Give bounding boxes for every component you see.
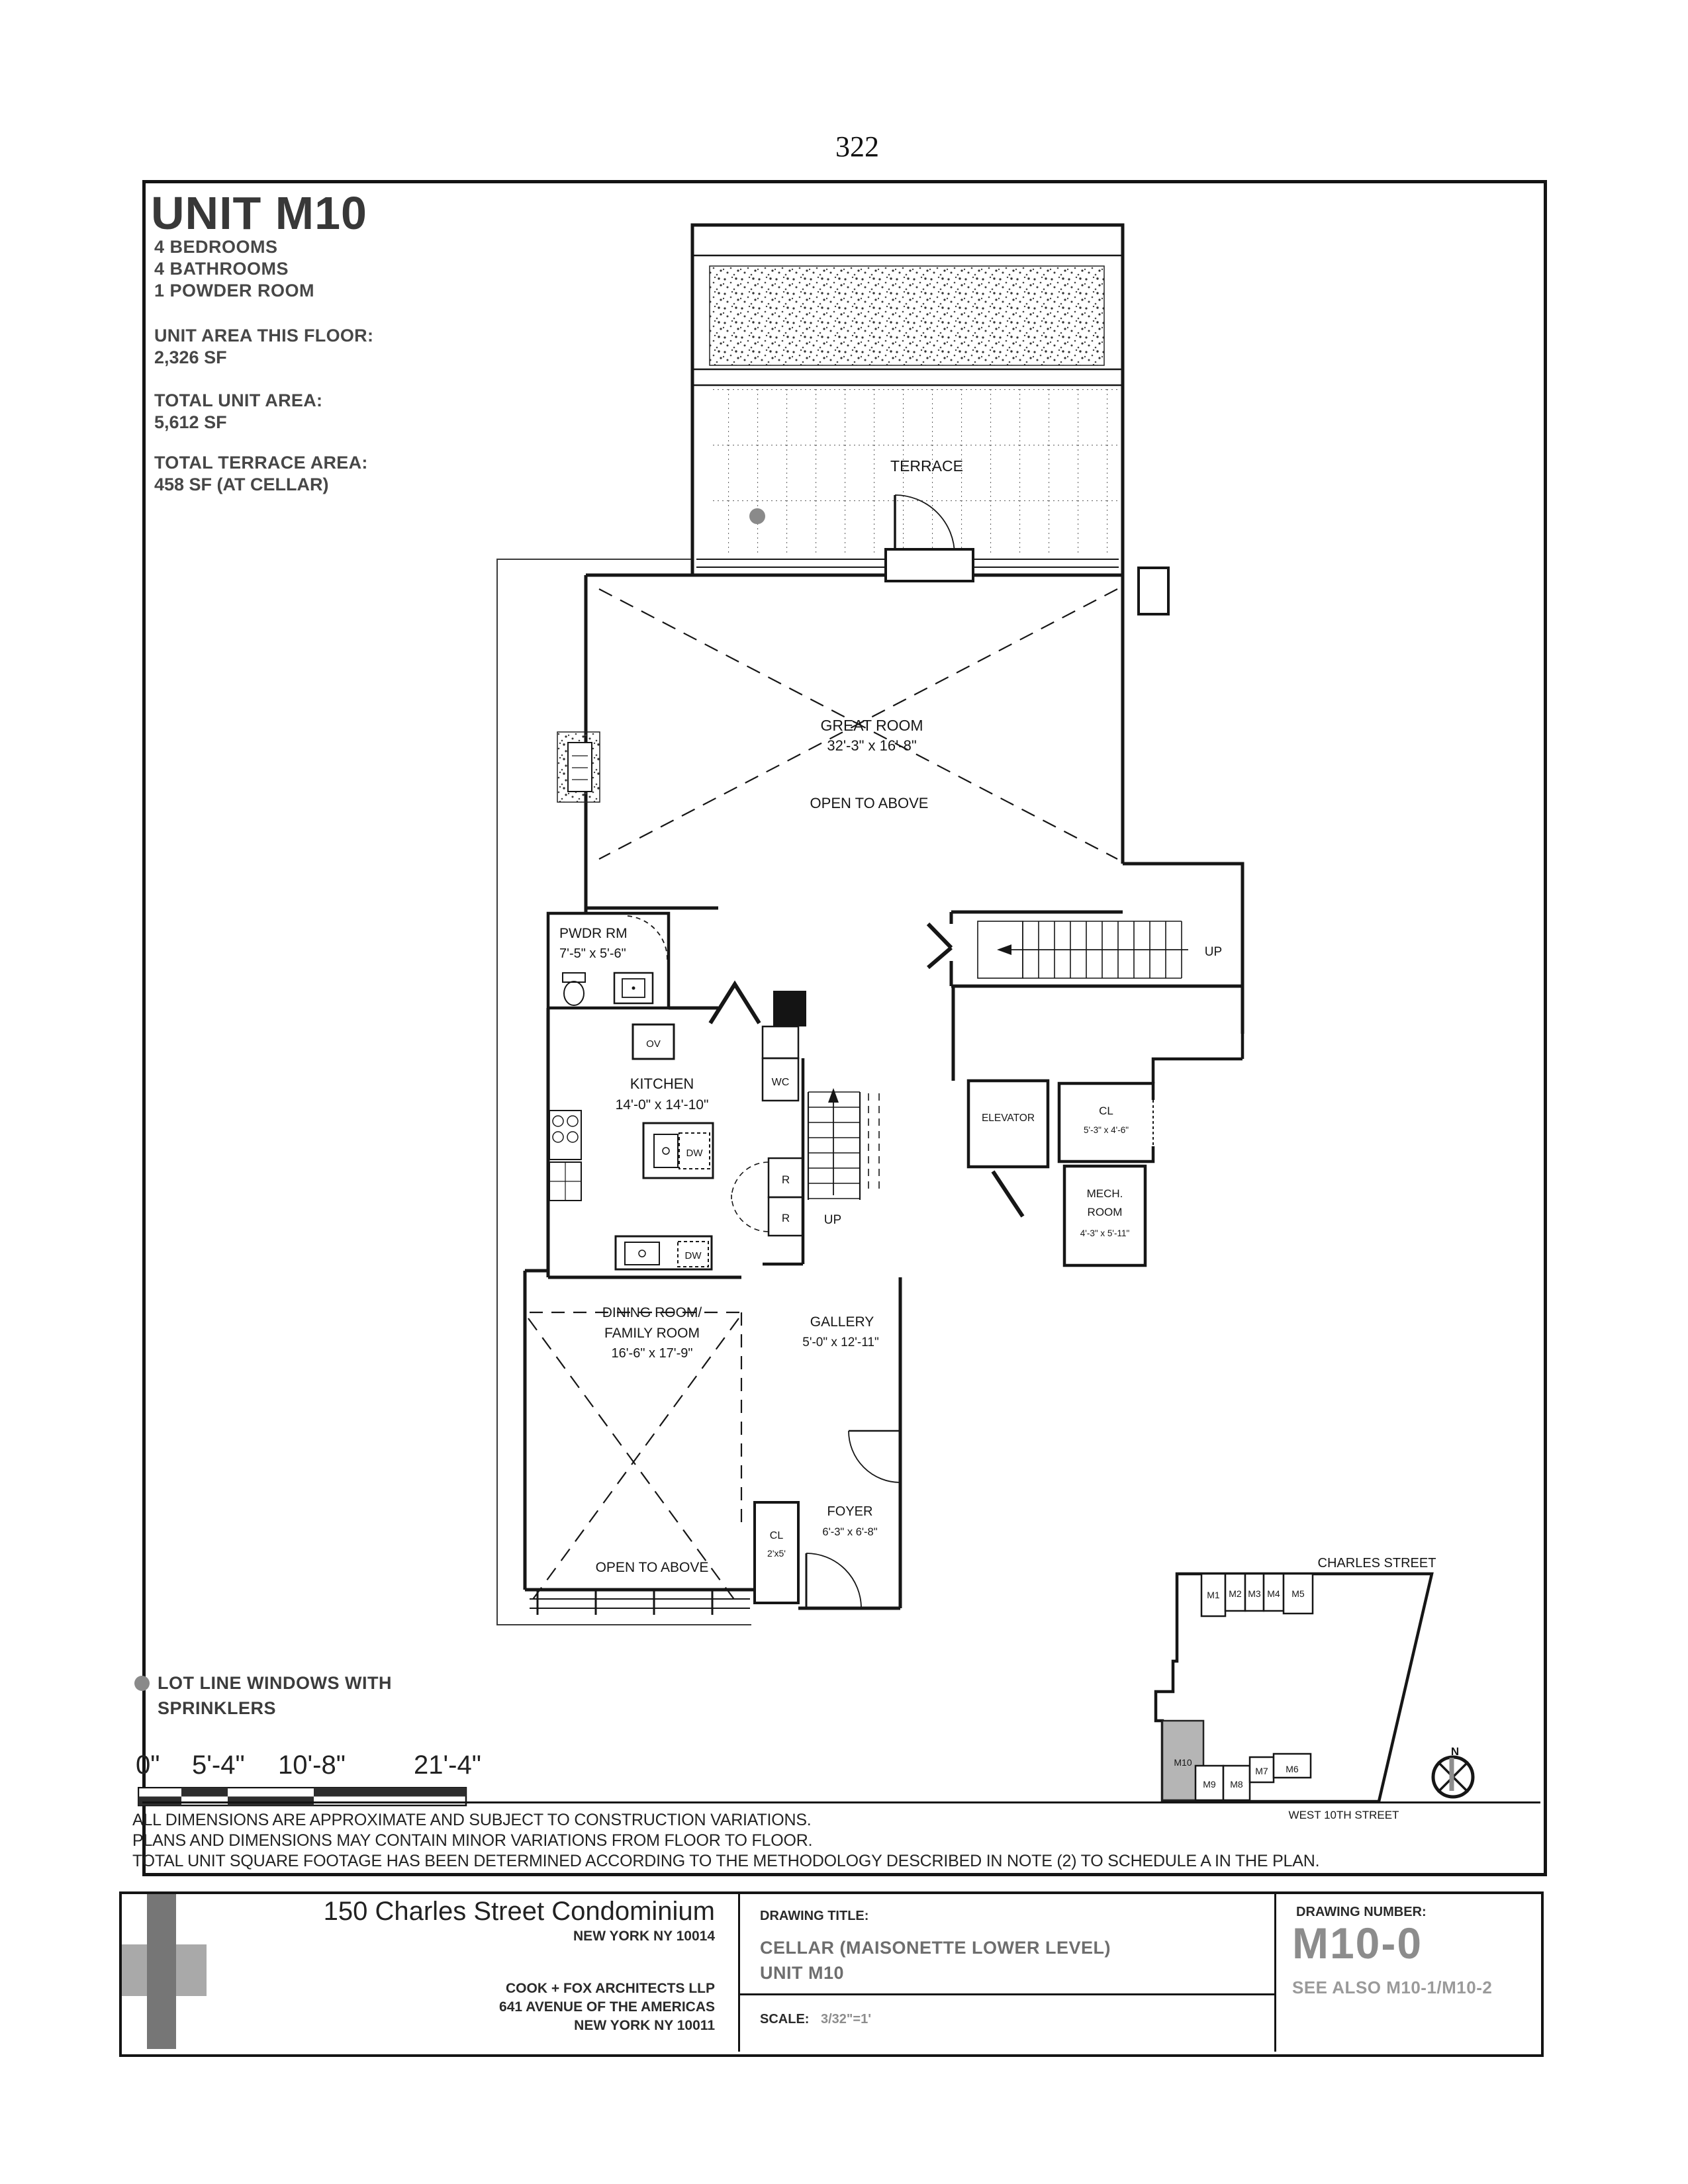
foyer-closet-label: CL [769,1530,784,1541]
dishwasher-label: DW [684,1250,702,1261]
page-number: 322 [835,130,879,163]
architect-name: COOK + FOX ARCHITECTS LLP [506,1981,715,1996]
title-block-hdivider [738,1993,1276,1995]
note-2: PLANS AND DIMENSIONS MAY CONTAIN MINOR VARIATIONS FROM FLOOR TO FLOOR. [132,1831,813,1850]
terrace-label: TERRACE [890,457,963,475]
unit-label-m3: M3 [1248,1588,1261,1599]
window-band [530,1599,750,1608]
stair-hall-walls [951,864,1243,1081]
island-sink [654,1134,678,1167]
unit-label-m7: M7 [1255,1766,1268,1776]
closet-label: CL [1099,1105,1113,1117]
refrigerator-label: R [781,1173,790,1186]
great-room-open-note: OPEN TO ABOVE [810,795,929,811]
elevator-room [968,1081,1048,1167]
powder-room-dims: 7'-5" x 5'-6" [559,946,626,961]
title-block-divider [738,1891,740,2052]
drawing-number-value: M10-0 [1292,1919,1423,1968]
unit-title: UNIT M10 [151,187,367,239]
dining-open-note: OPEN TO ABOVE [595,1560,709,1575]
unit-label-m8: M8 [1230,1779,1243,1790]
compass-icon [1433,1745,1473,1797]
great-room-label: GREAT ROOM [820,717,923,734]
refrigerator-label: R [781,1212,790,1224]
kitchen [548,1008,741,1277]
sink-drain [632,987,635,990]
window-mullions [538,1591,712,1615]
area-floor-value: 2,326 SF [154,347,227,367]
island-sink [625,1242,659,1265]
drawing-title-label: DRAWING TITLE: [760,1909,869,1923]
burner-icon [553,1116,563,1126]
area-floor-label: UNIT AREA THIS FLOOR: [154,326,374,345]
sink-drain [639,1250,645,1257]
drawing-title-line2: UNIT M10 [760,1963,845,1983]
note-1: ALL DIMENSIONS ARE APPROXIMATE AND SUBJECT TO CONSTRUCTION VARIATIONS. [132,1811,812,1829]
open-boundary-dashed [530,1312,741,1529]
architect-street: 641 AVENUE OF THE AMERICAS [499,1999,715,2015]
elevator-door-leaf [993,1171,1023,1216]
powder-room [548,913,669,1008]
charles-street-label: CHARLES STREET [1317,1556,1436,1570]
elevator-label: ELEVATOR [981,1113,1035,1124]
pantry-door-swing [731,1195,769,1232]
legend-line-2: SPRINKLERS [158,1698,277,1718]
burner-icon [567,1116,578,1126]
terrace-band-lines [692,369,1123,385]
unit-label-m6: M6 [1286,1764,1299,1774]
spec-bathrooms: 4 BATHROOMS [154,259,289,279]
kitchen-label: KITCHEN [630,1075,694,1092]
core-connector-walls [1153,1034,1243,1083]
legend-line-1: LOT LINE WINDOWS WITH [158,1673,392,1693]
powder-door-swing [628,916,667,960]
kitchen-dims: 14'-0" x 14'-10" [615,1097,709,1113]
unit-label-m9: M9 [1203,1779,1216,1790]
drawing-title-line1: CELLAR (MAISONETTE LOWER LEVEL) [760,1938,1111,1958]
toilet-icon [564,981,584,1005]
area-total-label: TOTAL UNIT AREA: [154,390,323,410]
area-total-value: 5,612 SF [154,412,227,432]
cabinet-divider [549,1162,581,1201]
angled-double-door [710,984,759,1023]
gallery-door-swing [849,1431,900,1482]
scale-value: 3/32"=1' [821,2012,871,2026]
note-3: TOTAL UNIT SQUARE FOOTAGE HAS BEEN DETERMINED ACCORDING TO THE METHODOLOGY DESCRIBED IN NOTE (2) TO SCHEDULE A IN THE PLAN. [132,1852,1320,1870]
foyer-dims: 6'-3" x 6'-8" [822,1526,878,1538]
wc-column [731,991,806,1264]
mech-label-1: MECH. [1086,1187,1123,1200]
stair-treads [808,1092,860,1199]
foyer-label: FOYER [827,1504,873,1519]
floor-plan [463,218,1291,1641]
terrace-planting-bed [710,266,1104,365]
mech-label-2: ROOM [1087,1206,1123,1218]
arrow-head-icon [828,1088,839,1103]
upper-stair-hall [928,864,1243,1081]
great-room [557,568,1168,913]
great-room-dims: 32'-3" x 16'-8" [827,737,917,754]
logo-bar-vertical [147,1894,176,2049]
building-address: NEW YORK NY 10014 [573,1929,715,1944]
dining-dims: 16'-6" x 17'-9" [611,1346,693,1361]
closet-box [763,1026,798,1058]
scale-tick-1: 5'-4" [192,1751,245,1780]
dining-label-1: DINING ROOM/ [602,1305,702,1320]
terrace-wall-pier [886,549,973,581]
toilet-tank [563,973,585,982]
oven-label: OV [646,1038,661,1050]
closet-dims: 5'-3" x 4'-6" [1083,1125,1129,1135]
angled-double-door [928,924,951,968]
scale-bar [138,1787,469,1807]
drawing-number-label: DRAWING NUMBER: [1296,1905,1427,1919]
unit-m10-label: M10 [1174,1757,1192,1768]
scale-tick-3: 21'-4" [414,1751,481,1780]
powder-room-label: PWDR RM [559,926,628,941]
wc-label: WC [771,1077,790,1088]
wall-chunk [773,991,806,1026]
closet-room [1059,1083,1153,1161]
gallery-label: GALLERY [810,1314,874,1330]
drawing-number-see-also: SEE ALSO M10-1/M10-2 [1292,1978,1493,1997]
gallery-dims: 5'-0" x 12'-11" [802,1336,879,1349]
scale-bar-seg [314,1788,466,1797]
unit-label-m2: M2 [1229,1588,1242,1599]
dining-label-2: FAMILY ROOM [604,1326,700,1341]
lower-rooms [525,1271,900,1615]
north-label: N [1450,1745,1460,1758]
lot-line-wall [497,559,751,1625]
west-10th-street-label: WEST 10TH STREET [1288,1809,1399,1821]
scale-bar-seg [181,1788,228,1797]
scale-label: SCALE: [760,2012,810,2026]
central-stair [808,1088,879,1227]
key-plan [1125,1542,1549,1827]
terrace-room [692,225,1123,581]
lot-line-window-dot [749,508,765,524]
sink-drain [663,1148,669,1154]
stair-upper-flight-dashed [868,1093,879,1191]
unit-label-m1: M1 [1207,1590,1220,1600]
mech-dims: 4'-3" x 5'-11" [1080,1228,1130,1238]
spec-powder-room: 1 POWDER ROOM [154,281,315,300]
architect-city: NEW YORK NY 10011 [574,2018,715,2033]
arrow-head-icon [997,944,1011,955]
unit-label-m5: M5 [1291,1588,1305,1599]
spec-bedrooms: 4 BEDROOMS [154,237,278,257]
entry-door-swing [806,1553,861,1608]
area-terrace-value: 458 SF (AT CELLAR) [154,475,329,494]
exterior-shaft [1139,568,1168,614]
pantry-door-swing [731,1162,769,1199]
burner-icon [567,1132,578,1142]
dishwasher-label: DW [686,1148,703,1159]
area-terrace-label: TOTAL TERRACE AREA: [154,453,368,473]
core-rooms [968,1034,1243,1265]
up-label: UP [1204,945,1223,959]
unit-label-m4: M4 [1267,1588,1280,1599]
sprinkler-dot-icon [134,1676,150,1691]
scale-tick-0: 0" [136,1751,160,1780]
burner-icon [553,1132,563,1142]
up-label: UP [823,1213,842,1227]
fireplace-firebox [568,743,592,792]
foyer-closet-dims: 2'x5' [767,1548,786,1559]
building-name: 150 Charles Street Condominium [323,1897,715,1926]
title-block-divider [1274,1891,1276,2052]
scale-tick-2: 10'-8" [278,1751,346,1780]
